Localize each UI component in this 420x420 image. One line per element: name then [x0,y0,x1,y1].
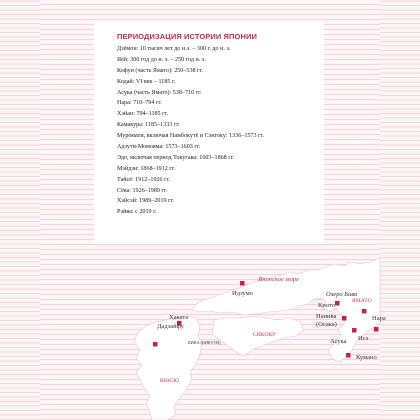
place-kyoto: Киото [318,302,335,309]
marker-naniwa [342,316,347,321]
marker-kumano [346,353,351,358]
place-izumo: Идзумо [232,290,254,297]
place-osaka: (Осака) [316,321,337,328]
lake-label: Озеро Бива [326,291,358,298]
marker-nara [362,309,367,314]
period-item: Хэйсэй: 1989–2019 гг. [117,198,174,205]
period-item: Кофун (часть Ямато): 250–538 гг. [117,67,203,74]
period-item: Сёва: 1926–1989 гг. [117,187,168,194]
place-nara: Нара [372,315,386,322]
period-item: Эдо, включая период Токугава: 1603–1868 гг. [117,154,235,161]
place-hakata: Хаката [169,314,189,321]
period-item: Мэйдзи: 1868–1912 гг. [117,165,176,172]
region-kyushu: КЮСЮ [160,378,179,384]
period-item: Камакура: 1185–1333 гг. [117,122,180,129]
period-item: Кодай: VI век – 1185 г. [117,78,176,85]
sea-label: Японское море [258,276,299,283]
period-item: Дзёмон: 10 тысяч лет до н.э. – 300 г. до н. э. [117,46,231,52]
period-item: Муромати, включая Намбокутё и Сэнгоку: 1336–1573 гг. [117,133,264,140]
region-kikuchi: КИКА (КИКУТИ) [188,340,221,345]
marker-ise [374,327,379,332]
marker-asuka [352,328,357,333]
period-item: Рэйва: с 2019 г. [117,209,157,216]
region-shikoku: СИКОКУ [253,332,276,338]
land-kyushu [134,316,202,420]
place-asuka: Асука [330,338,347,345]
card-title: ПЕРИОДИЗАЦИЯ ИСТОРИИ ЯПОНИИ [117,32,257,41]
marker-kyoto [335,301,340,306]
marker-dazaifu [153,342,158,347]
period-item: Нара: 710–794 гг. [117,100,162,107]
period-item: Адзути-Момояма: 1573–1603 гг. [117,144,201,151]
marker-izumo [240,281,245,286]
period-item: Тайсё: 1912–1926 гг. [117,176,170,183]
place-dazaifu: Дадзайфу [157,323,184,330]
period-item: Яёй: 300 год до н. э. – 250 год н. э. [117,56,206,63]
place-naniwa: Нанива [316,313,337,320]
region-yamato: ЯМАТО [352,298,372,304]
land-honshu [192,258,380,362]
place-kumano: Кумано [356,354,377,361]
period-item: Хэйан: 794–1185 гг. [117,111,168,118]
place-ise: Исэ [358,335,369,342]
period-item: Асука (часть Ямато): 538–710 гг. [117,89,202,96]
